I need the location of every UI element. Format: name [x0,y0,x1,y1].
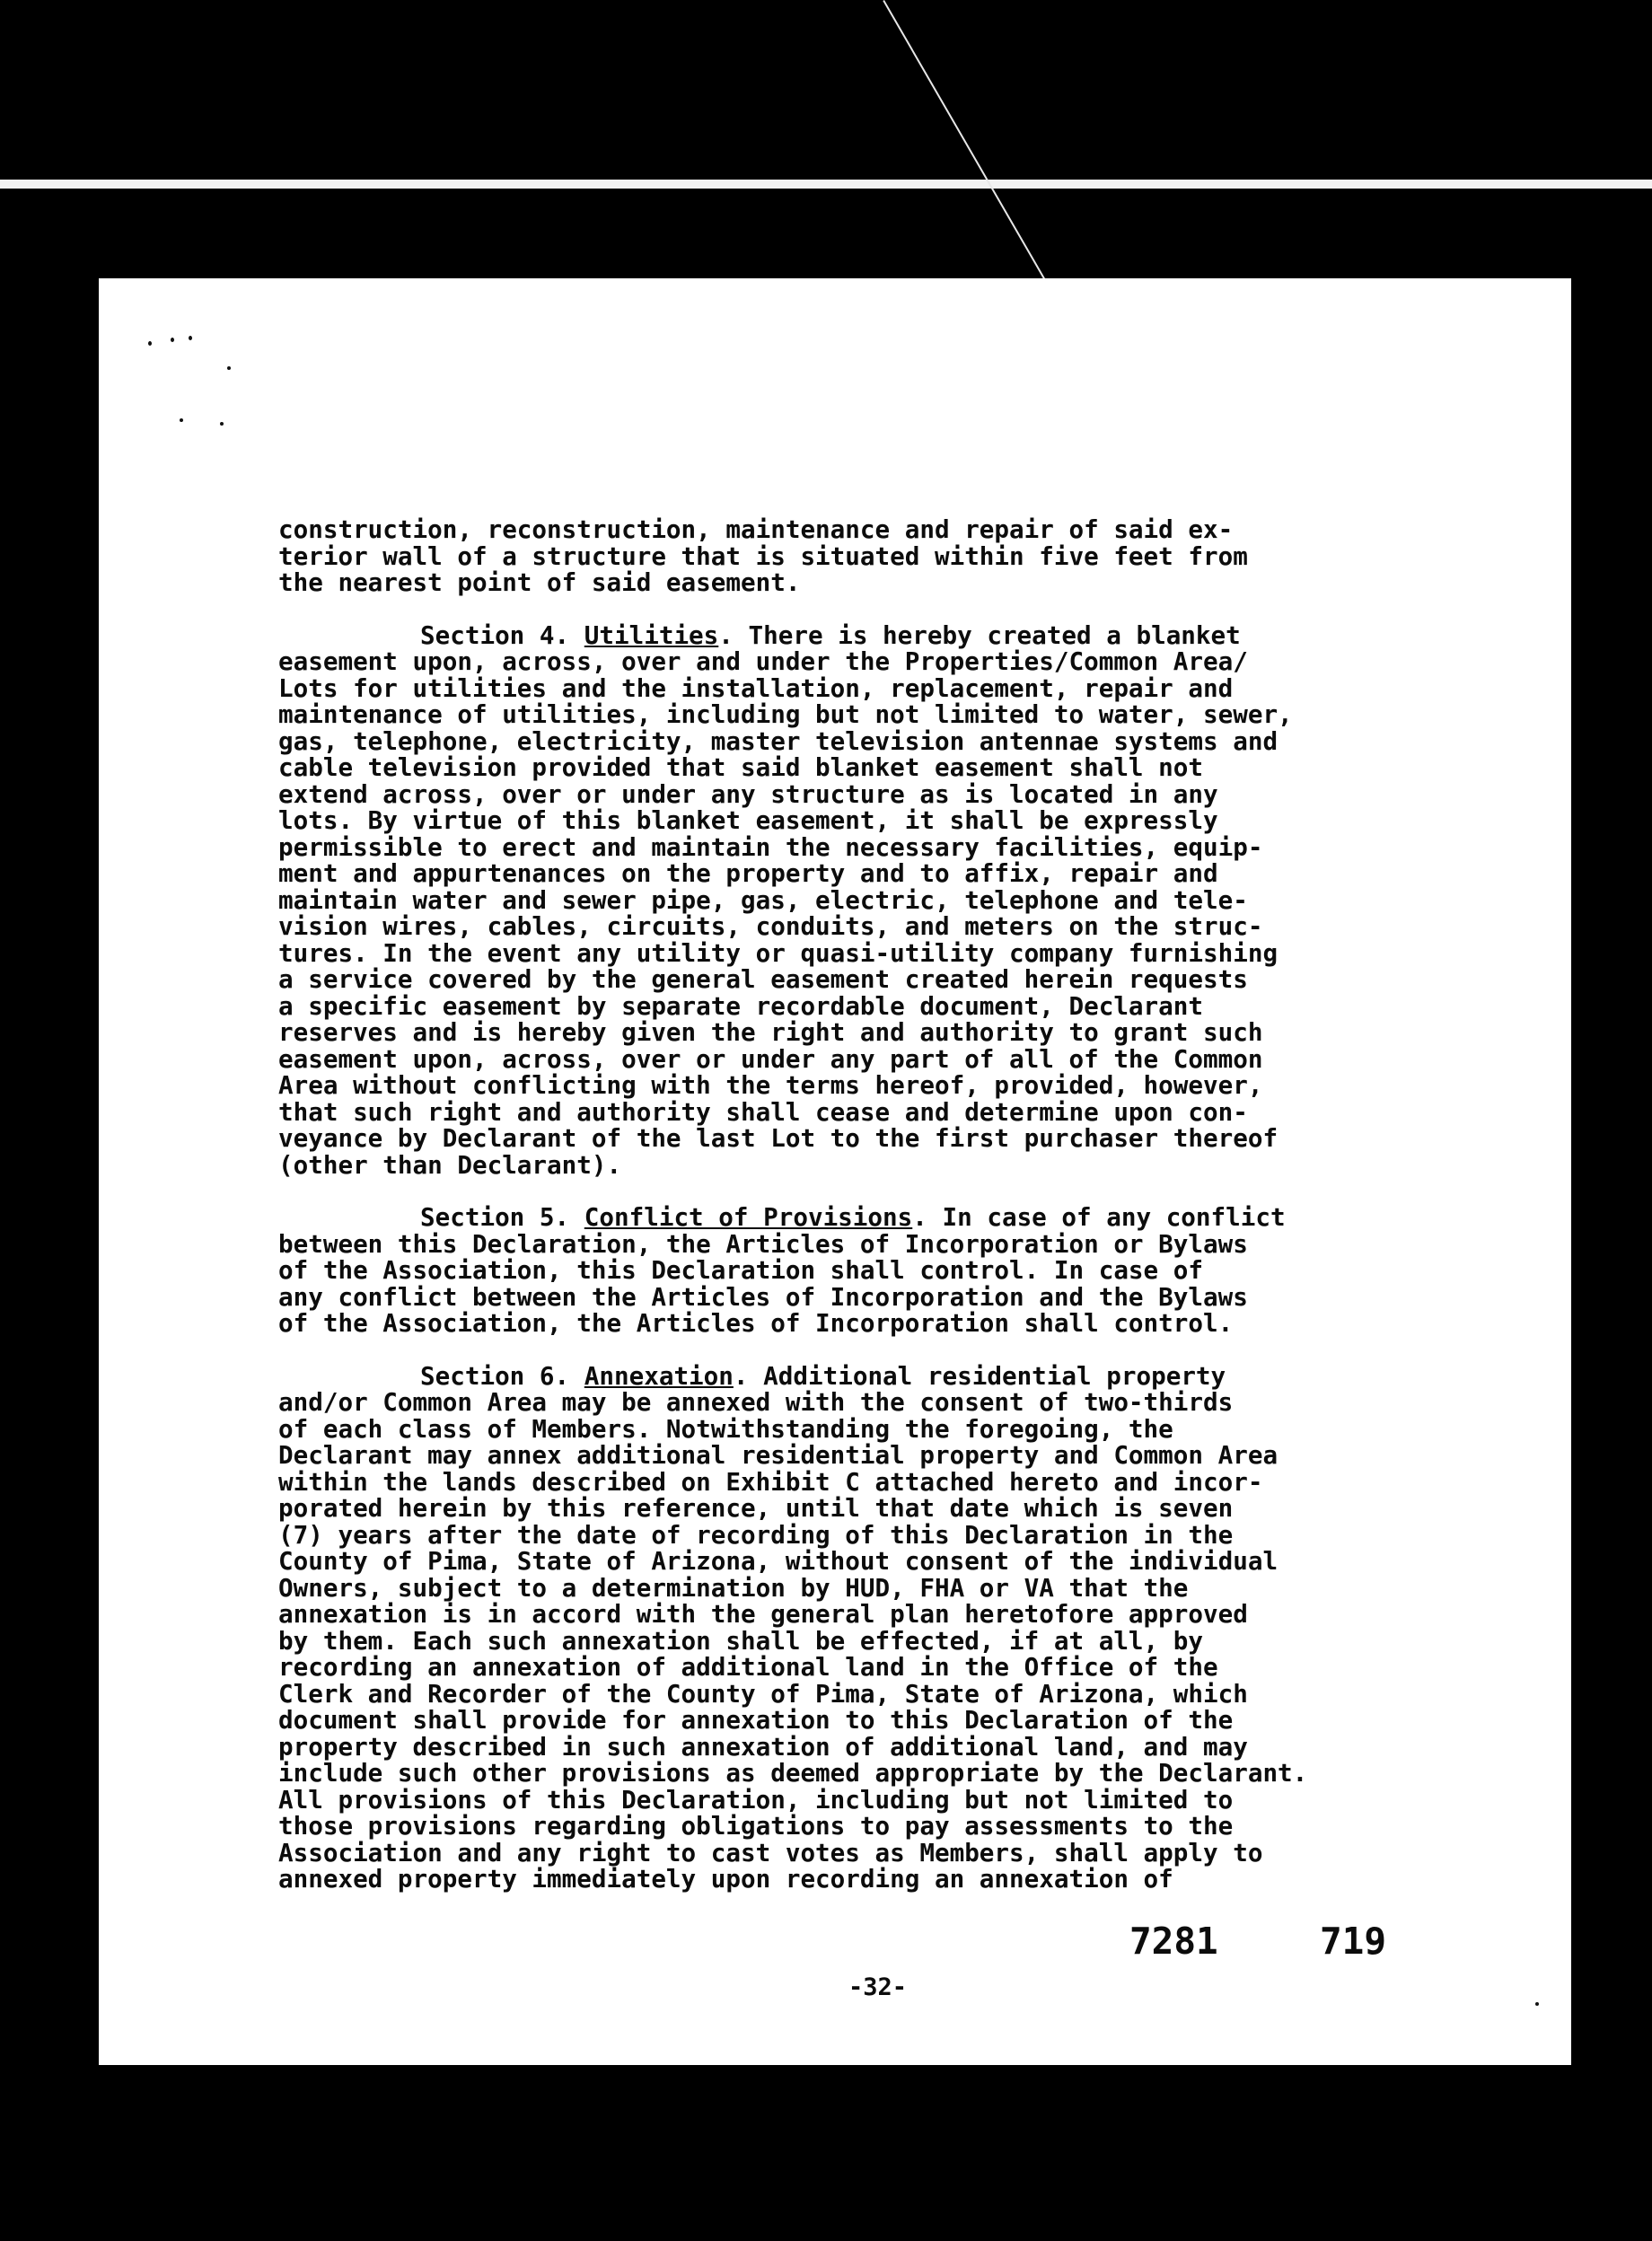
section-heading: Utilities [584,620,719,650]
scan-artifact-line [883,0,1055,296]
section-body: easement upon, across, over and under the Properties/Common Area/ Lots for utilities and the installation, replacement, repair and maintenance of utilities, including but not limited to water, sewer, gas, telephone, electricity, master television antennae systems and cable television provided that said blanket easement shall not extend across, over or under any structure as is located in any lots. By virtue of this blanket easement, it shall be expressly permissible to erect and maintain the necessary facilities, equip- ment and appurtenances on the property and to affix, repair and maintain water and sewer pipe, gas, electric, telephone and tele- vision wires, cables, circuits, conduits, and meters on the struc- tures. In the event any utility or quasi-utility company furnishing a service covered by the general easement created herein requests a specific easement by separate recordable document, Declarant reserves and is hereby given the right and authority to grant such easement upon, across, over or under any part of all of the Common Area without conflicting with the terms hereof, provided, however, that such right and authority shall cease and determine upon con- veyance by Declarant of the last Lot to the first purchaser thereof (other than Declarant). [278,646,1293,1180]
page-number: -32- [848,1973,908,2001]
scan-speck [171,338,174,342]
section-heading: Conflict of Provisions [584,1202,913,1232]
section-label: Section 5. [420,1202,570,1232]
section-body-first-line: In case of any conflict [942,1202,1286,1232]
section-body-first-line: There is hereby created a blanket [748,620,1241,650]
section-heading-punct: . [718,620,734,650]
scan-speck [227,366,231,370]
scan-speck [1535,2002,1539,2006]
section-heading: Annexation [584,1360,734,1391]
section-6-paragraph [278,1360,1580,1894]
section-heading-punct: . [733,1360,749,1391]
scan-speck [189,336,192,340]
document-page [99,278,1571,2065]
section-body: between this Declaration, the Articles of Incorporation or Bylaws of the Association, this Declaration shall control. In case of any conflict between the Articles of Incorporation and the Bylaws of the Association, the Articles of Incorporation shall control. [278,1228,1248,1338]
scan-speck [180,418,183,422]
scan-border-band [0,180,1652,189]
section-5-paragraph [278,1204,1580,1337]
section-label: Section 6. [420,1360,570,1391]
record-book-number: 7281 [1129,1920,1218,1963]
section-4-paragraph [278,622,1580,1179]
record-page-number: 719 [1320,1920,1387,1963]
section-label: Section 4. [420,620,570,650]
section-body-first-line: Additional residential property [763,1360,1226,1391]
opening-paragraph: construction, reconstruction, maintenance and repair of said ex- terior wall of a structure that is situated within five feet from the nearest point of said easement. [278,514,1248,597]
section-heading-punct: . [912,1202,927,1232]
document-body [278,516,1580,1893]
scan-speck [220,422,224,426]
section-body: and/or Common Area may be annexed with the consent of two-thirds of each class of Members. Notwithstanding the foregoing, the Declarant may annex additional residential property and Common Area within the lands described on Exhibit C attached hereto and incor- porated herein by this reference, until that date which is seven (7) years after the date of recording of this Declaration in the County of Pima, State of Arizona, without consent of the individual Owners, subject to a determination by HUD, FHA or VA that the annexation is in accord with the general plan heretofore approved by them. Each such annexation shall be effected, if at all, by recording an annexation of additional land in the Office of the Clerk and Recorder of the County of Pima, State of Arizona, which document shall provide for annexation to this Declaration of the property described in such annexation of additional land, and may include such other provisions as deemed appropriate by the Declarant. All provisions of this Declaration, including but not limited to those provisions regarding obligations to pay assessments to the Association and any right to cast votes as Members, shall apply to annexed property immediately upon recording an annexation of [278,1387,1308,1894]
scan-speck [148,341,152,346]
